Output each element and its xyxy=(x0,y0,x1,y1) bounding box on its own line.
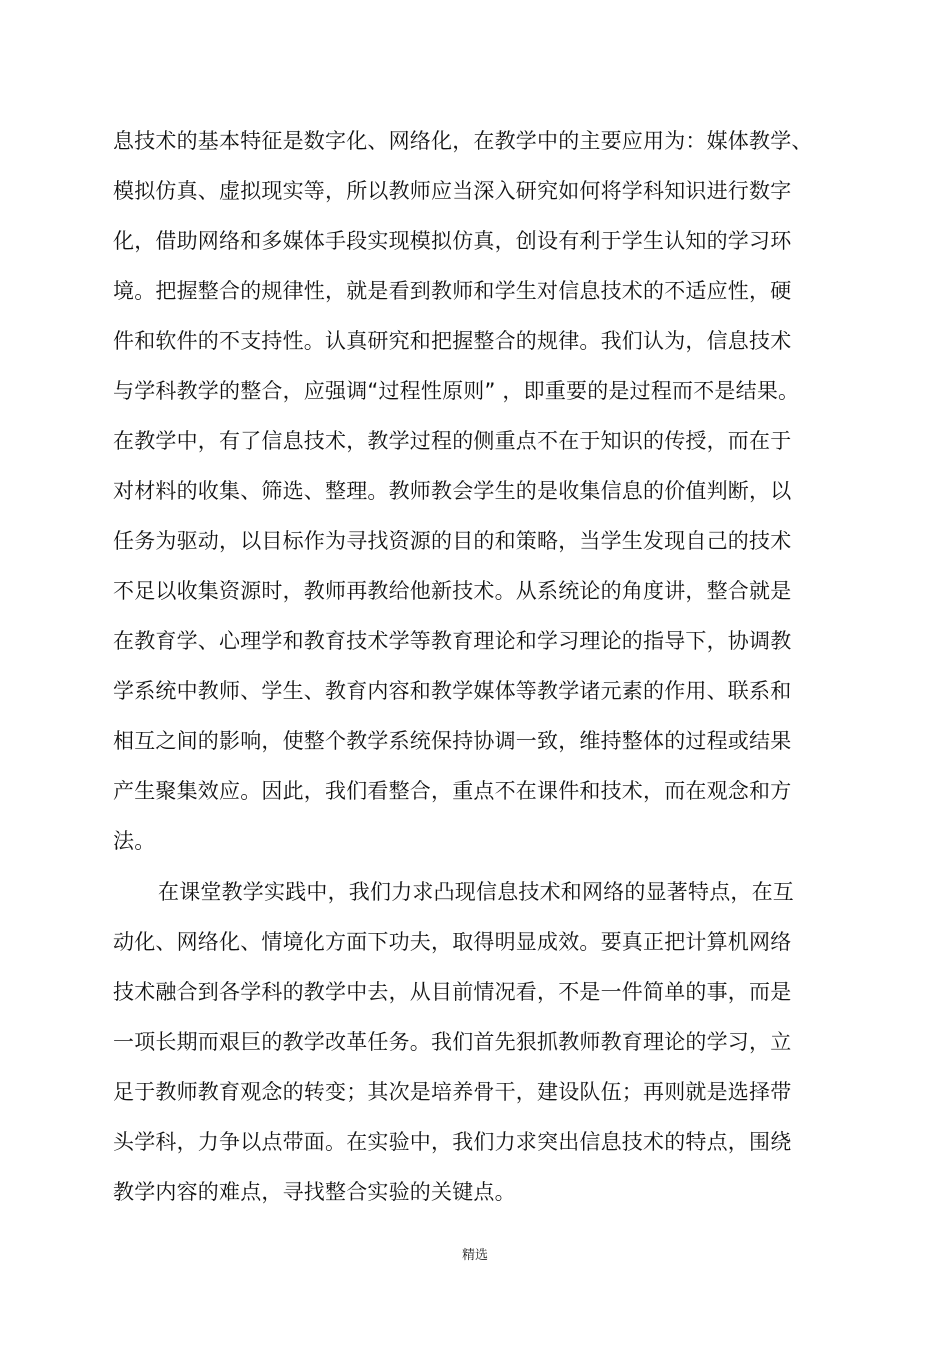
text-line: 足于教师教育观念的转变；其次是培养骨干，建设队伍；再则就是选择带 xyxy=(113,1080,792,1104)
text-line: 在教学中，有了信息技术，教学过程的侧重点不在于知识的传授，而在于 xyxy=(113,429,792,453)
text-line: 法。 xyxy=(113,829,156,853)
text-line: 件和软件的不支持性。认真研究和把握整合的规律。我们认为，信息技术 xyxy=(113,329,792,353)
text-line: 化，借助网络和多媒体手段实现模拟仿真，创设有利于学生认知的学习环 xyxy=(113,229,792,253)
text-line: 任务为驱动，以目标作为寻找资源的目的和策略，当学生发现自己的技术 xyxy=(113,529,792,553)
text-line: 头学科，力争以点带面。在实验中，我们力求突出信息技术的特点，围绕 xyxy=(113,1130,792,1154)
text-line: 在教育学、心理学和教育技术学等教育理论和学习理论的指导下，协调教 xyxy=(113,629,792,653)
text-line: 不足以收集资源时，教师再教给他新技术。从系统论的角度讲，整合就是 xyxy=(113,579,792,603)
text-line: 相互之间的影响，使整个教学系统保持协调一致，维持整体的过程或结果 xyxy=(113,729,792,753)
text-line: 教学内容的难点，寻找整合实验的关键点。 xyxy=(113,1180,516,1204)
text-line: 息技术的基本特征是数字化、网络化，在教学中的主要应用为：媒体教学、 xyxy=(113,129,813,153)
text-line: 产生聚集效应。因此，我们看整合，重点不在课件和技术，而在观念和方 xyxy=(113,779,792,803)
text-line: 模拟仿真、虚拟现实等，所以教师应当深入研究如何将学科知识进行数字 xyxy=(113,179,792,203)
text-line: 与学科教学的整合，应强调“过程性原则” ，即重要的是过程而不是结果。 xyxy=(113,379,800,403)
page-footer: 精选 xyxy=(461,1248,488,1263)
text-line: 一项长期而艰巨的教学改革任务。我们首先狠抓教师教育理论的学习，立 xyxy=(113,1030,792,1054)
text-line: 动化、网络化、情境化方面下功夫，取得明显成效。要真正把计算机网络 xyxy=(113,930,792,954)
text-line: 在课堂教学实践中，我们力求凸现信息技术和网络的显著特点，在互 xyxy=(158,880,794,904)
text-line: 对材料的收集、筛选、整理。教师教会学生的是收集信息的价值判断，以 xyxy=(113,479,792,503)
text-line: 境。把握整合的规律性，就是看到教师和学生对信息技术的不适应性，硬 xyxy=(113,279,792,303)
text-line: 技术融合到各学科的教学中去，从目前情况看，不是一件简单的事，而是 xyxy=(113,980,792,1004)
text-line: 学系统中教师、学生、教育内容和教学媒体等教学诸元素的作用、联系和 xyxy=(113,679,792,703)
